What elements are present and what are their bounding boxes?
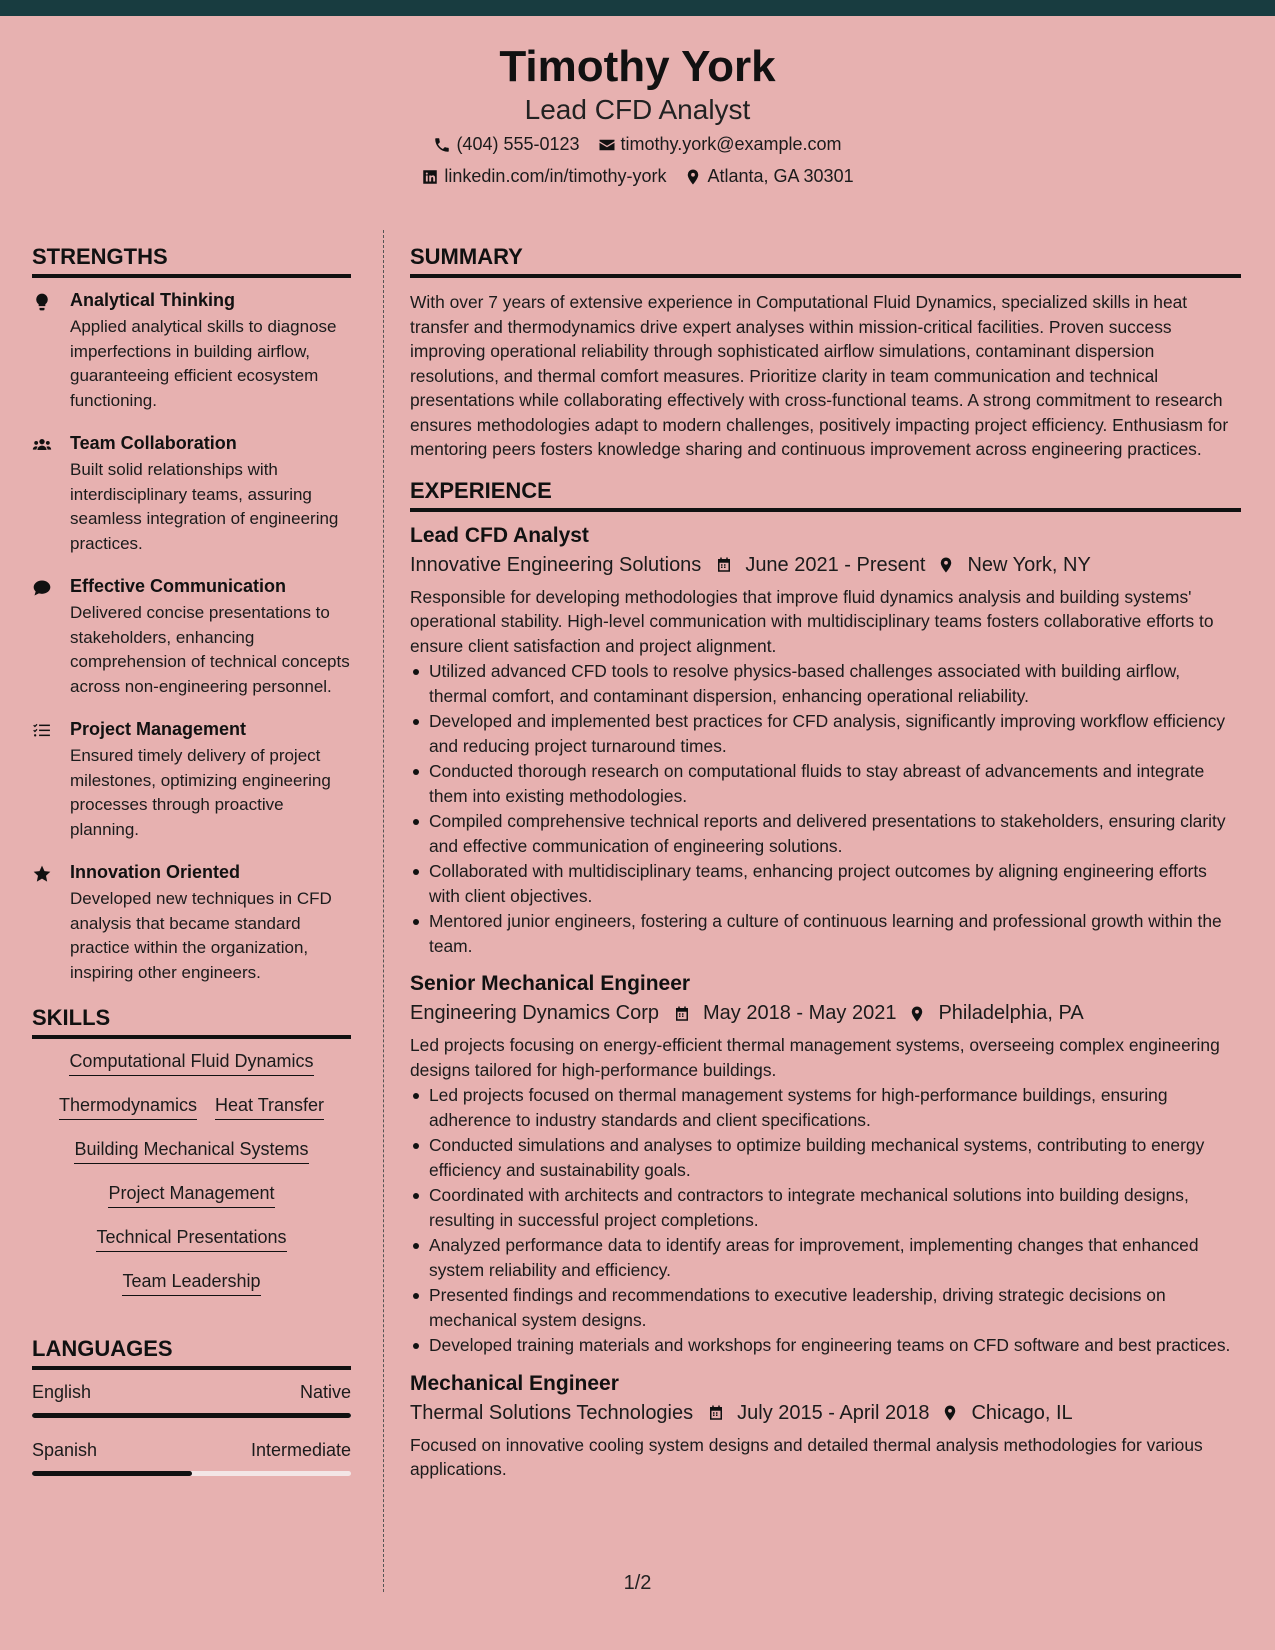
page-number: 1/2 (623, 1572, 652, 1594)
job-dates: July 2015 - April 2018 (737, 1401, 930, 1424)
summary-heading: SUMMARY (410, 244, 1241, 278)
job-location: New York, NY (967, 553, 1091, 576)
contact-row-1 (0, 134, 1275, 155)
job-bullet: Compiled comprehensive technical reports and delivered presentations to stakeholders, ensuring clarity and effective communication of engineering solutions. (410, 809, 1241, 858)
job-bullets (410, 659, 1241, 958)
language-proficiency-fill (32, 1471, 192, 1476)
experience-entry (410, 972, 1241, 1358)
lightbulb-icon (32, 292, 52, 312)
strength-title: Project Management (70, 719, 247, 739)
candidate-name: Timothy York (499, 42, 776, 91)
location-contact (684, 166, 853, 187)
strength-item (32, 719, 351, 842)
skill-tag: Thermodynamics (59, 1095, 197, 1120)
job-meta (410, 1002, 1241, 1025)
job-bullet: Led projects focused on thermal management systems for high-performance buildings, ensuring adherence to industry standards and client specifications. (410, 1083, 1241, 1132)
skill-tag: Building Mechanical Systems (74, 1139, 308, 1164)
location-text: Atlanta, GA 30301 (707, 166, 854, 186)
job-description: Responsible for developing methodologies that improve fluid dynamics analysis and building systems' operational stability. High-level communication with multidisciplinary teams fosters collaborative efforts to ensure client satisfaction and project alignment. (410, 586, 1214, 656)
job-bullet: Analyzed performance data to identify areas for improvement, implementing changes that enhanced system reliability and efficiency. (410, 1233, 1241, 1282)
star-icon (32, 864, 52, 884)
strength-description: Built solid relationships with interdisciplinary teams, assuring seamless integration of engineering practices. (70, 460, 339, 553)
map-pin-icon (908, 1005, 926, 1023)
skill-tag: Computational Fluid Dynamics (69, 1051, 313, 1076)
job-company: Engineering Dynamics Corp (410, 1002, 660, 1024)
job-bullets (410, 1083, 1241, 1358)
job-bullet: Collaborated with multidisciplinary teams, enhancing project outcomes by aligning engineering efforts with client objectives. (410, 859, 1241, 908)
job-location: Philadelphia, PA (938, 1002, 1084, 1024)
experience-entry (410, 1372, 1241, 1482)
language-name: English (32, 1382, 92, 1402)
skill-tag: Technical Presentations (96, 1227, 286, 1252)
strength-description: Ensured timely delivery of project milestones, optimizing engineering processes through proactive planning. (70, 746, 331, 839)
job-title: Senior Mechanical Engineer (410, 972, 691, 995)
phone-text: (404) 555-0123 (456, 134, 580, 154)
strength-title: Team Collaboration (70, 433, 237, 453)
linkedin-contact[interactable] (421, 166, 666, 187)
job-meta (410, 554, 1241, 577)
comment-icon (32, 578, 52, 598)
calendar-icon (715, 556, 733, 574)
job-title: Lead CFD Analyst (410, 523, 589, 547)
job-bullet: Conducted simulations and analyses to optimize building mechanical systems, contributing to energy efficiency and sustainability goals. (410, 1133, 1241, 1182)
language-item (32, 1382, 351, 1418)
job-title: Mechanical Engineer (410, 1371, 619, 1395)
skill-tag: Project Management (108, 1183, 274, 1208)
calendar-icon (673, 1005, 691, 1023)
language-proficiency-bar (32, 1471, 351, 1476)
job-dates: May 2018 - May 2021 (703, 1002, 897, 1024)
email-text[interactable]: timothy.york@example.com (620, 134, 842, 154)
job-bullet: Conducted thorough research on computational fluids to stay abreast of advancements and integrate them into existing methodologies. (410, 759, 1241, 808)
users-icon (32, 435, 52, 455)
right-column (410, 244, 1241, 1496)
map-pin-icon (937, 556, 955, 574)
phone-contact (433, 134, 579, 155)
experience-entry (410, 524, 1241, 959)
linkedin-text[interactable]: linkedin.com/in/timothy-york (444, 166, 667, 186)
job-company: Thermal Solutions Technologies (410, 1401, 694, 1424)
skill-tag: Heat Transfer (215, 1095, 324, 1120)
tasks-icon (32, 721, 52, 741)
map-pin-icon (684, 168, 702, 186)
language-item (32, 1440, 351, 1476)
language-name: Spanish (32, 1440, 98, 1460)
strength-description: Delivered concise presentations to stakeholders, enhancing comprehension of technical concepts across non-engineering personnel. (70, 603, 350, 696)
envelope-icon (598, 136, 616, 154)
calendar-icon (707, 1404, 725, 1422)
job-bullet: Developed training materials and workshops for engineering teams on CFD software and best practices. (410, 1333, 1241, 1358)
language-proficiency-fill (32, 1413, 351, 1418)
left-column (32, 244, 351, 1498)
job-description: Focused on innovative cooling system designs and detailed thermal analysis methodologies for various applications. (410, 1434, 1203, 1479)
candidate-role: Lead CFD Analyst (524, 94, 751, 125)
language-level: Intermediate (250, 1440, 351, 1460)
strength-description: Applied analytical skills to diagnose imperfections in building airflow, guaranteeing efficient ecosystem functioning. (70, 317, 337, 410)
linkedin-icon (421, 168, 439, 186)
job-bullet: Presented findings and recommendations to executive leadership, driving strategic decisions on mechanical system designs. (410, 1283, 1241, 1332)
language-proficiency-bar (32, 1413, 351, 1418)
job-meta (410, 1402, 1241, 1425)
job-location: Chicago, IL (971, 1401, 1073, 1424)
resume-header (0, 16, 1275, 204)
strengths-heading: STRENGTHS (32, 244, 351, 278)
top-accent-bar (0, 0, 1275, 16)
job-description: Led projects focusing on energy-efficient thermal management systems, overseeing complex engineering designs tailored for high-performance buildings. (410, 1035, 1220, 1080)
language-level: Native (299, 1382, 351, 1402)
strength-title: Effective Communication (70, 576, 287, 596)
contact-row-2 (0, 166, 1275, 187)
job-bullet: Coordinated with architects and contractors to integrate mechanical solutions into building designs, resulting in successful project completions. (410, 1183, 1241, 1232)
skill-tag: Team Leadership (122, 1271, 260, 1296)
strength-description: Developed new techniques in CFD analysis that became standard practice within the organization, inspiring other engineers. (70, 889, 332, 982)
skills-heading: SKILLS (32, 1005, 351, 1039)
job-bullet: Developed and implemented best practices for CFD analysis, significantly improving workflow efficiency and reducing project turnaround times. (410, 709, 1241, 758)
summary-text: With over 7 years of extensive experience in Computational Fluid Dynamics, specialized skills in heat transfer and thermodynamics drive expert analyses within mission-critical facilities. Proven success improving operational reliability through sophisticated airflow simulations, contaminant dispersion resolutions, and thermal comfort measures. Prioritize clarity in team communication and technical presentations while collaborating effectively with cross-functional teams. A strong commitment to research ensures methodologies adapt to modern challenges, positively impacting project efficiency. Enthusiasm for mentoring peers fosters knowledge sharing and continuous improvement across engineering practices. (410, 292, 1229, 459)
strength-title: Analytical Thinking (70, 290, 236, 310)
job-dates: June 2021 - Present (745, 553, 926, 576)
phone-icon (433, 136, 451, 154)
job-company: Innovative Engineering Solutions (410, 553, 702, 576)
strength-item (32, 433, 351, 556)
strength-item (32, 576, 351, 699)
experience-heading: EXPERIENCE (410, 478, 1241, 512)
strength-item (32, 290, 351, 413)
experience-list (410, 524, 1241, 1482)
job-bullet: Utilized advanced CFD tools to resolve physics-based challenges associated with building airflow, thermal comfort, and contaminant dispersion, enhancing operational reliability. (410, 659, 1241, 708)
column-divider (383, 230, 384, 1592)
strength-title: Innovation Oriented (70, 862, 241, 882)
job-bullet: Mentored junior engineers, fostering a culture of continuous learning and professional growth within the team. (410, 909, 1241, 958)
skills-list (32, 1051, 351, 1296)
map-pin-icon (941, 1404, 959, 1422)
languages-heading: LANGUAGES (32, 1336, 351, 1370)
strength-item (32, 862, 351, 985)
email-contact[interactable] (598, 134, 842, 155)
